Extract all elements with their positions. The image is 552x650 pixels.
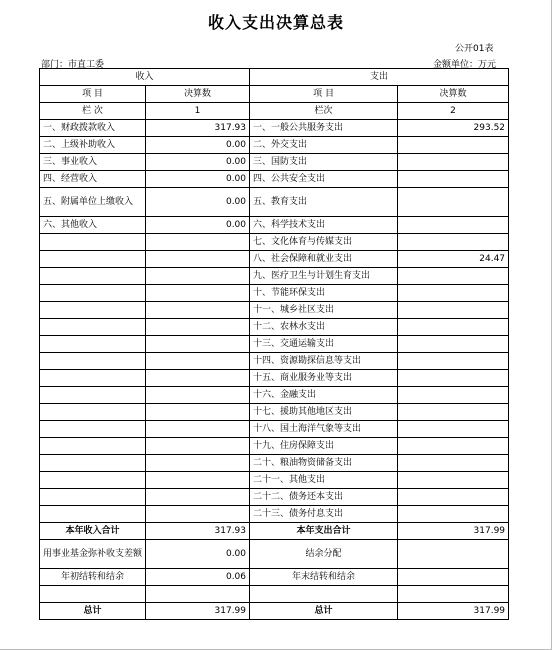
expense-item-label: 八、社会保障和就业支出 [250, 251, 398, 268]
grand-total-value-left: 317.99 [146, 603, 250, 620]
income-item-value: 0.00 [146, 217, 250, 234]
income-item-label [40, 438, 146, 455]
expense-item-value [398, 387, 509, 404]
income-header: 收入 [40, 69, 250, 86]
income-item-value [146, 455, 250, 472]
income-row-no-label: 栏 次 [40, 103, 146, 120]
grand-total-label-left: 总计 [40, 603, 146, 620]
income-item-label [40, 455, 146, 472]
blank-cell [250, 586, 398, 603]
expense-amount-header: 决算数 [398, 86, 509, 103]
income-item-value [146, 489, 250, 506]
fund-value: 0.00 [146, 540, 250, 569]
carryover-row [40, 569, 509, 586]
expense-item-value [398, 217, 509, 234]
expense-item-value [398, 234, 509, 251]
expense-item-value [398, 137, 509, 154]
income-item-value [146, 251, 250, 268]
expense-item-label: 十七、援助其他地区支出 [250, 404, 398, 421]
income-total-label: 本年收入合计 [40, 523, 146, 540]
expense-item-label: 二十三、债务付息支出 [250, 506, 398, 523]
expense-item-value [398, 506, 509, 523]
income-item-value: 0.00 [146, 137, 250, 154]
table-row [40, 120, 509, 137]
expense-item-label: 十九、住房保障支出 [250, 438, 398, 455]
expense-item-label: 十五、商业服务业等支出 [250, 370, 398, 387]
expense-item-label: 六、科学技术支出 [250, 217, 398, 234]
expense-item-value [398, 472, 509, 489]
table-row [40, 421, 509, 438]
income-item-value [146, 472, 250, 489]
fund-row [40, 540, 509, 569]
column-header-row [40, 86, 509, 103]
income-item-label [40, 404, 146, 421]
table-row [40, 472, 509, 489]
expense-item-value: 293.52 [398, 120, 509, 137]
expense-item-value [398, 285, 509, 302]
income-item-label [40, 472, 146, 489]
expense-item-header: 项 目 [250, 86, 398, 103]
table-row [40, 438, 509, 455]
income-item-value [146, 234, 250, 251]
grand-total-value-right: 317.99 [398, 603, 509, 620]
income-item-label [40, 302, 146, 319]
expense-item-label: 二十一、其他支出 [250, 472, 398, 489]
income-item-label [40, 506, 146, 523]
income-item-value [146, 438, 250, 455]
expense-item-value [398, 370, 509, 387]
income-item-label: 二、上级补助收入 [40, 137, 146, 154]
table-row [40, 353, 509, 370]
begin-balance-value: 0.06 [146, 569, 250, 586]
income-col-number: 1 [146, 103, 250, 120]
income-item-label [40, 268, 146, 285]
income-item-label: 一、财政拨款收入 [40, 120, 146, 137]
table-row [40, 302, 509, 319]
income-item-label [40, 353, 146, 370]
income-item-label [40, 489, 146, 506]
expense-item-label: 十二、农林水支出 [250, 319, 398, 336]
expense-total-value: 317.99 [398, 523, 509, 540]
expense-row-no-label: 栏次 [250, 103, 398, 120]
expense-item-label: 七、文化体育与传媒支出 [250, 234, 398, 251]
surplus-distribution-value [398, 540, 509, 569]
table-row [40, 370, 509, 387]
end-balance-value [398, 569, 509, 586]
table-row [40, 217, 509, 234]
expense-item-label: 九、医疗卫生与计划生育支出 [250, 268, 398, 285]
income-item-value [146, 336, 250, 353]
income-item-label: 六、其他收入 [40, 217, 146, 234]
expense-item-value [398, 302, 509, 319]
table-row [40, 251, 509, 268]
income-item-value [146, 421, 250, 438]
fund-label: 用事业基金弥补收支差额 [40, 540, 146, 569]
expense-total-label: 本年支出合计 [250, 523, 398, 540]
expense-item-label: 十、节能环保支出 [250, 285, 398, 302]
expense-item-value [398, 404, 509, 421]
expense-item-value [398, 268, 509, 285]
column-number-row [40, 103, 509, 120]
income-item-label [40, 336, 146, 353]
page-title: 收入支出决算总表 [207, 13, 344, 32]
table-row [40, 336, 509, 353]
table-row [40, 188, 509, 217]
blank-row [40, 586, 509, 603]
expense-item-value [398, 353, 509, 370]
income-item-label [40, 387, 146, 404]
table-row [40, 404, 509, 421]
income-total-value: 317.93 [146, 523, 250, 540]
blank-cell [40, 586, 146, 603]
income-item-value [146, 285, 250, 302]
budget-summary-table [39, 68, 509, 620]
expense-item-label: 二十、粮油物资储备支出 [250, 455, 398, 472]
expense-item-value [398, 489, 509, 506]
table-row [40, 285, 509, 302]
table-row [40, 234, 509, 251]
table-row [40, 154, 509, 171]
end-balance-label: 年末结转和结余 [250, 569, 398, 586]
expense-header: 支出 [250, 69, 509, 86]
income-item-label: 五、附属单位上缴收入 [40, 188, 146, 217]
table-row [40, 506, 509, 523]
income-item-value [146, 268, 250, 285]
table-row [40, 455, 509, 472]
income-amount-header: 决算数 [146, 86, 250, 103]
table-row [40, 268, 509, 285]
expense-item-label: 十三、交通运输支出 [250, 336, 398, 353]
grand-total-label-right: 总计 [250, 603, 398, 620]
income-item-value: 0.00 [146, 154, 250, 171]
form-number: 公开01表 [455, 44, 494, 54]
income-item-header: 项 目 [40, 86, 146, 103]
expense-item-label: 四、公共安全支出 [250, 171, 398, 188]
expense-item-value [398, 336, 509, 353]
income-item-value [146, 370, 250, 387]
expense-item-label: 三、国防支出 [250, 154, 398, 171]
expense-item-label: 五、教育支出 [250, 188, 398, 217]
income-item-label: 四、经营收入 [40, 171, 146, 188]
expense-item-value [398, 421, 509, 438]
unit-label: 金额单位：万元 [433, 60, 497, 70]
expense-item-label: 十六、金融支出 [250, 387, 398, 404]
income-item-value [146, 302, 250, 319]
department-label: 部门：市直工委 [41, 60, 105, 70]
expense-item-label: 十一、城乡社区支出 [250, 302, 398, 319]
table-row [40, 319, 509, 336]
expense-item-label: 二十二、债务还本支出 [250, 489, 398, 506]
income-item-label [40, 319, 146, 336]
blank-cell [398, 586, 509, 603]
expense-item-label: 一、一般公共服务支出 [250, 120, 398, 137]
begin-balance-label: 年初结转和结余 [40, 569, 146, 586]
expense-item-label: 二、外交支出 [250, 137, 398, 154]
income-item-value: 0.00 [146, 188, 250, 217]
expense-item-value [398, 455, 509, 472]
table-row [40, 387, 509, 404]
expense-item-label: 十八、国土海洋气象等支出 [250, 421, 398, 438]
expense-item-value [398, 171, 509, 188]
table-row [40, 171, 509, 188]
income-item-value [146, 404, 250, 421]
income-item-label [40, 370, 146, 387]
expense-item-value [398, 188, 509, 217]
income-item-value [146, 387, 250, 404]
expense-item-value [398, 154, 509, 171]
expense-item-label: 十四、资源勘探信息等支出 [250, 353, 398, 370]
income-item-value [146, 353, 250, 370]
blank-cell [146, 586, 250, 603]
income-item-label: 三、事业收入 [40, 154, 146, 171]
section-header-row [40, 69, 509, 86]
surplus-distribution-label: 结余分配 [250, 540, 398, 569]
income-item-value [146, 319, 250, 336]
income-item-label [40, 421, 146, 438]
income-item-label [40, 251, 146, 268]
year-total-row [40, 523, 509, 540]
income-item-label [40, 285, 146, 302]
income-item-value [146, 506, 250, 523]
expense-item-value [398, 319, 509, 336]
income-item-label [40, 234, 146, 251]
income-item-value: 0.00 [146, 171, 250, 188]
expense-item-value [398, 438, 509, 455]
expense-item-value: 24.47 [398, 251, 509, 268]
income-item-value: 317.93 [146, 120, 250, 137]
table-row [40, 137, 509, 154]
grand-total-row [40, 603, 509, 620]
table-row [40, 489, 509, 506]
expense-col-number: 2 [398, 103, 509, 120]
